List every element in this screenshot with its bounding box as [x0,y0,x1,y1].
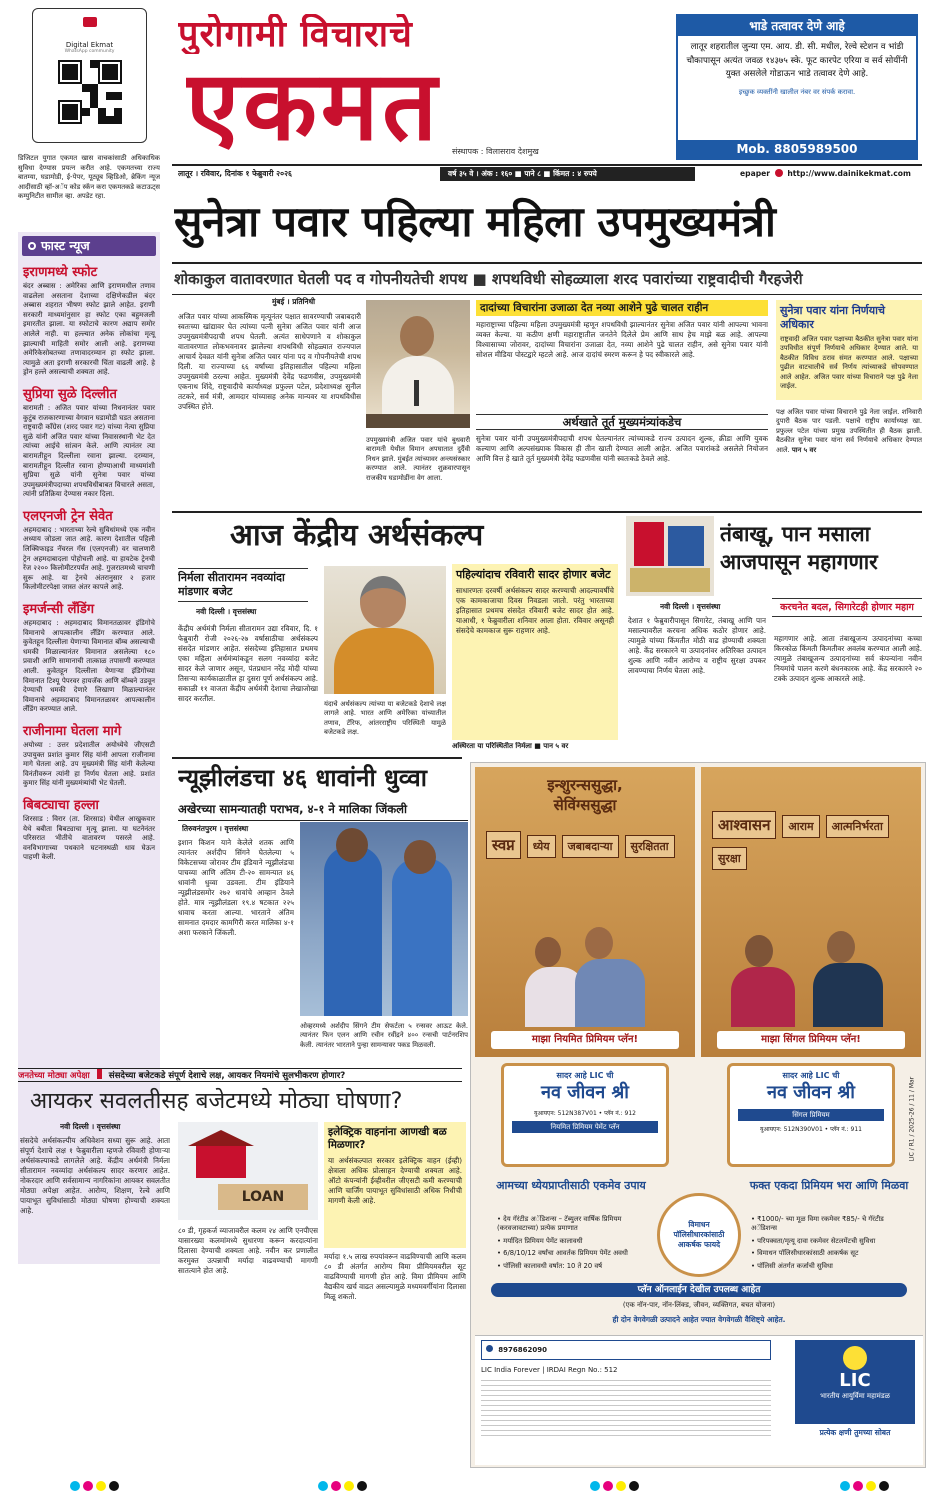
person-head [400,316,434,356]
mid-right-head: फक्त एकदा प्रिमियम भरा आणि मिळवा [749,1179,909,1192]
lic-slogan: प्रत्येक क्षणी तुमच्या सोबत [819,1428,891,1437]
fast-news-head: सुप्रिया सुळे दिल्लीत [23,386,117,402]
color-swatch-group [318,1481,370,1493]
budget-sub: निर्मला सीतारामन नवव्यांदा मांडणार बजेट [178,568,308,602]
fast-news-header [22,236,156,256]
color-swatch [866,1481,876,1491]
budget-headline: आज केंद्रीय अर्थसंकल्प [230,518,484,553]
cricket-caption: ओव्हरमध्ये अर्शदीप सिंगने टीम सेफर्टला ५ रन्सवर आऊट केले. त्यानंतर फिन एलन आणि रचीन रवींद्रने ४०० रन्सची पार्टनरशिप केली. त्यानंतर भारताने पुन्हा सामन्यावर पकड मिळवली. [300,1022,468,1049]
budget-box-body: साधारणतः दरवर्षी अर्थसंकल्प सादर करण्याची आदल्यावर्षीचे एक कामकाजाचा दिवस निवडला जातो. परंतु भारताच्या इतिहासात प्रथमच संसदेत रविवारी बजेट सादर होत आहे. याआधी, १ फेब्रुवारीला शनिवार आला होता. रविवार असूनही संसदेचे कामकाज सुरू राहणार आहे. [456,586,614,635]
masthead-tagline: पुरोगामी विचाराचे [178,14,413,54]
tax-body3: मर्यादा १.५ लाख रुपयांवरून वाढविण्याची आणि कलम ८० डी अंतर्गत आरोग्य विमा प्रीमियमवरील सूट वाढविण्याची मागणी होत आहे. विमा प्रीमियम आणि वैद्यकीय खर्च वाढत असल्यामुळे मध्यमवर्गीयांना दिलासा मिळू शकतो. [324,1252,466,1301]
lead-rule-2 [172,294,922,295]
lic-right-words [709,807,913,874]
fast-news-head: बिबट्याचा हल्ला [23,797,99,813]
color-swatch-group [70,1481,122,1493]
finance-head-box [476,414,768,430]
lic-word: ध्येय [527,835,556,858]
cricket-dateline: तिरुवनंतपुरम । वृत्तसंस्था [182,824,249,833]
desk [366,414,470,428]
lead-photo [366,300,470,428]
lic-point: • परिपक्वता/मृत्यू दावा रकमेवर सेटलमेंटची सुविधा [751,1236,876,1245]
color-swatch-group [590,1481,642,1493]
lead-photo-caption: उपमुख्यमंत्री अजित पवार यांचे बुधवारी बारामती येथील विमान अपघातात दुर्दैवी निधन झाले. मुंबईत त्यांच्यावर अन्त्यसंस्कार करण्यात आले. त्यानंतर शुक्रवारपासून राजकीय घडामोडींना वेग आला. [366,436,470,482]
plan-logo-regular [501,1063,669,1167]
cricket-body: इशान किशन याने केलेले शतक आणि त्यानंतर अर्शदीप सिंगने घेतलेल्या ५ विकेटसच्या जोरावर टीम इंडियाने न्यूझीलंडचा पाचव्या आणि अंतिम टी-२० सामन्यात ४६ धावांनी धुव्वा उडवला. टीम इंडियाने न्यूझीलंडसमोर २७२ धावांचे आव्हान ठेवले होते. मात्र न्यूझीलंडला १९.४ षटकात २२५ धावाच करता आल्या. भारताने अंतिम सामनात दमदार कामगिरी करत मालिका ४-१ अशा फरकाने जिंकली. [178,838,294,937]
budget-bottom-rule [172,757,462,759]
lic-word: आराम [782,815,819,838]
fast-news-body: अहमदाबाद : अहमदाबाद विमानतळावर इंडिगोचे विमानाचे आपत्कालीन लँडिंग करण्यात आले. कुवेतहून दिल्लीला येणाऱ्या विमानात बॉम्ब असल्याची धमकी मिळाल्यानंतर विमानात असलेल्या १८० प्रवाशी आणि सामानाची तात्काळ तपासणी करण्यात आली. कुवेतहून दिल्लीला येणाऱ्या इंडिगोच्या विमानात टिश्यू पेपरवर हायजॅक आणि बॉम्बने उडवून देण्याची धमकी देणारे लिखाण मिळाल्यानंतर विमानाचे अहमदाबाद विमानतळावर आपत्कालीन लँडिंग करण्यात आले. [23,619,155,714]
player-left-head [336,828,368,862]
plan-type: सिंगल प्रिमियम [738,1109,884,1121]
tobacco-headline: तंबाखू, पान मसाला आजपासून महागणार [720,522,878,574]
lic-lamp-icon [843,1346,867,1370]
lic-word: सुरक्षितता [625,835,675,858]
lic-left-title2: सेविंग्ससुद्धा [553,796,617,814]
strip [18,1068,462,1082]
ev-box [324,1122,466,1248]
tax-dateline: नवी दिल्ली । वृत्तसंस्था [60,1122,121,1131]
strip-label: जनतेच्या मोठ्या अपेक्षा [18,1071,90,1081]
lic-point: • देय गॅरंटीड अॅडिशन्स – टॅब्युलर वार्षिक प्रिमियम (करवजावटाच्या) प्रत्येक प्रमाणात [497,1215,622,1233]
online-banner [491,1283,907,1297]
lic-left-panel [475,767,695,1057]
fast-news-head: इराणमध्ये स्फोट [23,265,98,280]
lic-footer [475,1335,923,1465]
qr-sub: WhatsApp community [64,49,115,54]
whatsapp-icon [83,17,97,27]
plan-pre: सादर आहे LIC ची [556,1071,614,1080]
lead-callout-body: महाराष्ट्राच्या पहिल्या महिला उपमुख्यमंत्री म्हणून शपथविधी झाल्यानंतर सुनेत्रा अजित पवार यांनी आपल्या भावना व्यक्त केल्या. या कठीण क्षणी महाराष्ट्रातील जनतेने दिलेले प्रेम आणि साथ हेच माझे बळ आहे. आपल्या विश्वासाच्या जोरावर, दादांच्या विचारांना उजाळा देत, नव्या आशेने पुढे चालत राहीन, असे सुनेत्रा पवार यांनी सोशल मीडिया पोस्टद्वारे म्हटले आहे. आज दादांचं स्मरण करून हे पद स्वीकारले आहे. [476,320,768,359]
online-sub: (एक नॉन-पार, नॉन-लिंक्ड, जीवन, व्यक्तिगत, बचत योजना) [622,1301,776,1309]
person-head [535,937,561,967]
fast-news-body: अयोध्या : उत्तर प्रदेशातील अयोध्येचे जीएसटी उपायुक्त प्रशांत कुमार सिंह यांनी आपला राजीनामा मागे घेतला आहे. उप मुख्यमंत्री सिंह यांनी केलेल्या विनंतीवरून त्यांनी हा निर्णय घेतला आहे. प्रशांत कुमार सिंह यांनी मुख्यमंत्र्यांची भेट घेतली. [23,740,155,788]
lead-side-continued: पक्ष अजित पवार यांच्या विचाराने पुढे नेला जाईल. शनिवारी दुपारी बैठक पार पडली. पक्षाचे राष्ट्रीय कार्याध्यक्ष खा. प्रफुल्ल पटेल यांच्या प्रमुख उपस्थितीत ही बैठक झाली. बैठकीत सुनेत्रा पवार यांना सर्व निर्णयाचे अधिकार देण्यात आले. पान ५ वर [776,408,922,454]
lead-subhead: शोकाकुल वातावरणात घेतली पद व गोपनीयतेची शपथ ■ शपथविधी सोहळ्याला शरद पवारांच्या राष्ट्रवादीची गैरहजेरी [174,270,803,288]
budget-dateline: नवी दिल्ली । वृत्तसंस्था [196,607,257,616]
finance-body: सुनेत्रा पवार यांनी उपमुख्यमंत्रीपदाची शपथ घेतल्यानंतर त्यांच्याकडे राज्य उत्पादन शुल्क, क्रीडा आणि युवक कल्याण आणि अल्पसंख्याक विकास ही तीन खाती देण्यात आली आहेत. अजित पवारांकडे असलेले नियोजन आणि वित्त हे खाते तूर्त मुख्यमंत्री देवेंद्र फडणवीस यांनी स्वतःकडे ठेवले आहे. [476,434,768,463]
budget-photo [324,566,446,694]
lic-word: आत्मनिर्भरता [826,815,889,838]
lic-word: जबाबदाऱ्या [562,835,619,858]
fast-news-body: बारामती : अजित पवार यांच्या निधनानंतर पवार कुटुंब राजकारणाच्या वेगवान घडामोडी घडत असताना राष्ट्रवादी काँग्रेस (शरद पवार गट) यांच्या नेत्या सुप्रिया सुळे यांनी अजित पवार यांच्या निवासस्थानी भेट देत त्यांच्या आईचे सांत्वन केले. आणि त्यानंतर त्या बारामतीहून दिल्लीला रवाना झाल्या. दरम्यान, बारामतीहून दिल्लीत रवाना होण्याआधी माध्यमांशी सुप्रिया सुळे यांनी सुनेत्रा पवार यांच्या उपमुख्यमंत्रीपदाच्या शपथविधीबाबत विचारले असता, त्यांनी प्रतिक्रिया देण्यास नकार दिला. [23,403,155,499]
cricket-rule [178,820,468,821]
lic-word: आश्वासन [712,811,776,839]
cigarette-pack [634,522,664,566]
fast-news-head: इमर्जन्सी लँडिंग [23,602,95,618]
person-head [360,576,406,628]
epaper-url: http://www.dainikekmat.com [787,169,911,178]
combo-note: ही दोन वेगवेगळी उत्पादने आहेत ज्यात वेगवेगळी वैशिष्ट्ये आहेत. [612,1315,786,1324]
color-swatch [344,1481,354,1491]
color-swatch [629,1481,639,1491]
color-swatch [318,1481,328,1491]
contact-strip [481,1340,771,1360]
qr-code-icon [58,60,122,124]
player-right [392,858,452,1016]
lic-left-points [497,1215,647,1274]
plan-name: नव जीवन श्री [541,1082,629,1103]
tax-photo [178,1122,318,1220]
rent-ad-contact: इच्छुक व्यक्तींनी खालील नंबर वर संपर्क करावा. [738,87,856,96]
color-swatch [840,1481,850,1491]
plan-uin: युआयएन: 512N387V01 • प्लॅन नं.: 912 [533,1110,637,1117]
lic-point: • विमाधन पॉलिसीधारकांसाठी आकर्षक सूट [751,1249,859,1258]
lic-word: सुरक्षा [712,847,747,870]
strip-divider [97,1069,102,1079]
tobacco-body: देशात १ फेब्रुवारीपासून सिगारेट, तंबाखू आणि पान मसाल्यावरील करचना अधिक कठोर होणार आहे. त्यामुळे यांच्या किंमतीत मोठी वाढ होण्याची शक्यता आहे. केंद्र सरकारने या उत्पादनांवर अतिरिक्त उत्पादन शुल्क आणि नवीन आरोग्य व राष्ट्रीय सुरक्षा उपकर लावण्याचा निर्णय घेतला आहे. [628,616,766,675]
bullet-icon [28,242,36,250]
color-swatch [590,1481,600,1491]
fast-news-title: फास्ट न्यूज [41,238,90,253]
phone-icon [486,1345,493,1352]
lead-side-head: सुनेत्रा पवार यांना निर्णयाचे अधिकार [780,304,885,331]
cricket-photo [300,822,468,1016]
tax-headline: आयकर सवलतीसह बजेटमध्ये मोठ्या घोषणा? [30,1088,403,1114]
color-swatch [70,1481,80,1491]
person-body [731,967,795,1027]
budget-box [452,564,618,740]
lic-logo [795,1340,915,1424]
lead-bottom-rule [172,511,922,513]
lead-headline: सुनेत्रा पवार पहिल्या महिला उपमुख्यमंत्री [174,197,776,246]
lic-ad [470,762,926,1468]
epaper-label: epaper [740,169,771,178]
lead-callout-title: दादांच्या विचारांना उजाळा देत नव्या आशेने पुढे चालत राहीन [476,300,768,316]
qr-box [18,8,160,226]
finance-head: अर्थखाते तूर्त मुख्यमंत्र्यांकडेच [562,415,682,429]
tobacco-dateline: नवी दिल्ली । वृत्तसंस्था [660,602,721,611]
rent-ad-body: लातूर शहरातील जुन्या एम. आय. डी. सी. मधील, रेल्वे स्टेशन व भांडी चौकापासून अत्यंत जवळ १४३७५ स्के. फूट कारपेट एरिया व सर्व सोयींनी युक्त असलेले गोडाऊन भाडे तत्वावर देणे आहे. [686,42,908,80]
qr-title: Digital Ekmat [65,41,114,49]
tax-body2: ८० डी, गृहकर्ज व्याजावरील कलम २४ आणि एनपीएस यासारख्या कलमांमध्ये सुधारणा करून करदात्यांना दिलासा देण्याची शक्यता आहे. नवीन कर प्रणालीत करमुक्त उत्पन्नाची मर्यादा वाढवण्याची मागणी सातत्याने होत आहे. [178,1226,318,1275]
globe-icon [775,169,783,177]
microphone-icon [414,380,419,406]
founder-line: संस्थापक : विलासराव देशमुख [452,147,539,156]
lic-right-points [751,1215,911,1274]
fast-news-head: राजीनामा घेतला मागे [23,723,122,739]
fast-news-body: बंदर अब्बास : अमेरिका आणि इराणमधील तणाव वाढलेला असताना देशाच्या दक्षिणेकडील बंदर अब्बास शहरात भीषण स्फोट झाले आहेत. इराणी सरकारी माध्यमांनुसार हा स्फोट एका बहुमजली इमारतीत झाला. या स्फोटाचे कारण अद्याप समोर आलेले नाही. या हल्ल्यात अनेक लोकांचा मृत्यू झाल्याची माहिती समोर आली आहे. इराणच्या अमेरिकेसोबतच्या तणावादरम्यान हा स्फोट झाला. त्यामुळे अता इराणी सरकारची चिंता वाढली आहे. हे ड्रोन हल्ले असल्याची शक्यता आहे. [23,282,155,377]
strip-text: संसदेच्या बजेटकडे संपूर्ण देशाचे लक्ष, आयकर नियमांचे सुलभीकरण होणार? [108,1071,346,1081]
tobacco-body2: महागणार आहे. आता तंबाखूजन्य उत्पादनांच्या कच्चा किरकोळ किंमती किमतीवर अवलंब करण्यात आली आहे. त्यामुळे तंबाखूजन्य उत्पादनांच्या सर्व कंपन्यांना नवीन नियमांचे पालन करणे बंधनकारक आहे. केंद्र सरकारने २० टक्के उत्पादन शुल्क आकारले आहे. [774,634,922,683]
lic-left-tag: माझा नियमित प्रिमियम प्लॅन! [491,1031,679,1049]
budget-body: केंद्रीय अर्थमंत्री निर्मला सीतारामन उद्या रविवार, दि. १ फेब्रुवारी रोजी २०२६-२७ वर्षासाठीचा अर्थसंकल्प संसदेत मांडणार आहेत. संसदेच्या इतिहासात प्रथमच एका महिला अर्थमंत्र्यांकडून सलग नवव्यांदा बजेट सादर केले जाणार असून, पंतप्रधान नरेंद्र मोदी यांच्या तिसऱ्या कार्यकाळातील हा दुसरा पूर्ण अर्थसंकल्प आहे. सकाळी ११ वाजता केंद्रीय अर्थमंत्री देशाचा लेखाजोखा सादर करतील. [178,624,318,703]
lic-left-title1: इन्शुरन्ससुद्धा, [547,776,623,794]
fast-news-body: अहमदाबाद : भारताच्या रेल्वे सुविधांमध्ये एक नवीन अध्याय जोडला जात आहे. कारण देशातील पहिली लिक्विफाइड नॅचरल गॅस (एलएनजी) वर चालणारी ट्रेन अहमदाबादला पोहोचली आहे. या हायटेक ट्रेनची रेंज २२०० किलोमीटरपर्यंत आहे. गुजरातमध्ये चाचणी सुरू आहे. या ट्रेनचे अंतरानुसार २ हजार किलोमीटरपेक्षा जास्त अंतर कापले आहे. [23,525,155,592]
plan-name: नव जीवन श्री [767,1082,855,1103]
person-head [745,935,773,967]
qr-text: डिजिटल युगात एकमत खास वाचकांसाठी अधिकाधिक सुविधा देण्यास प्रयत्न करीत आहे. एकमतच्या राज्य बातम्या, घडामोडी, ई-पेपर, यूट्यूब व्हिडिओ, ब्रेकिंग न्यूज आदींसाठी व्हॉ-अॅप कोड स्कॅन करा एकमतकडे कटाऊट्स कम्युनिटीत सामील व्हा. अपडेट रहा. [18,154,160,201]
color-swatch [603,1481,613,1491]
person-body [575,959,645,1027]
plan-uin: युआयएन: 512N390V01 • प्लॅन नं.: 911 [759,1126,863,1133]
color-swatch [109,1481,119,1491]
lic-left-words [483,827,687,863]
cricket-headline: न्यूझीलंडचा ४६ धावांनी धुव्वा [178,764,427,792]
loan-blocks: LOAN [218,1184,308,1210]
lic-brand: LIC [839,1370,871,1391]
epaper-link[interactable] [740,169,922,178]
registration-marks [0,1478,945,1494]
player-right-head [404,840,436,874]
cigarette-pack [668,526,704,566]
lead-side-body: राष्ट्रवादी अजित पवार पक्षाच्या बैठकीत सुनेत्रा पवार यांना उपविधीत संपूर्ण निर्णयाचे अधिकार देण्यात आले. या बैठकीत विविध ठराव संमत करण्यात आले. पक्षाच्या पुढील वाटचालीचे सर्व निर्णय त्यांच्याकडे सोपवण्यात आले आहेत. अजित पवार यांच्या विचाराने पक्ष पुढे नेला जाईल. [780,335,918,391]
tobacco-photo [626,516,714,596]
lic-right-panel [701,767,921,1057]
lead-cont: पान ५ वर [791,445,817,454]
lead-dateline: मुंबई । प्रतिनिधी [272,297,316,306]
fast-news-head: एलएनजी ट्रेन सेवेत [23,508,113,524]
budget-cont: अस्थिरता या परिस्थितीत निर्मला ■ पान ५ वर [452,742,569,750]
center-badge-text: विमाधन पॉलिसीधारकांसाठी आकर्षक फायदे [673,1220,725,1249]
plan-pre: सादर आहे LIC ची [782,1071,840,1080]
color-swatch [83,1481,93,1491]
color-swatch [357,1481,367,1491]
lic-point: • पॉलिसी अंतर्गत कर्जाची सुविधा [751,1261,833,1270]
lic-point: • पॉलिसी कालावधी वर्षात: 10 ते 20 वर्ष [497,1261,603,1270]
person-body [813,963,883,1027]
lic-fineprint [481,1380,771,1440]
budget-caption: यंदाचे अर्थसंकल्प त्यांच्या या बजेटकडे देशाचे लक्ष लागले आहे. भारत आणि अमेरिका यांच्यातील तणाव, टॅरिफ, आंतरराष्ट्रीय परिस्थिती यामुळे बजेटकडे लक्ष. [324,700,446,737]
color-swatch-group [840,1481,892,1493]
lic-point: • मर्यादित प्रिमियम पेमेंट कालावधी [497,1236,583,1245]
family-photo [525,927,675,1027]
dateline: लातूर । रविवार, दिनांक १ फेब्रुवारी २०२६ [178,169,292,178]
color-swatch [853,1481,863,1491]
mid-left-head: आमच्या ध्येयप्राप्तीसाठी एकमेव उपाय [496,1179,646,1192]
plan-logo-single [727,1063,895,1167]
tobacco-sub: करचनेत बदल, सिगारेटही होणार महाग [772,598,922,617]
color-swatch [96,1481,106,1491]
fast-news-body: शिरसाड : विरार (ता. शिरसाड) येथील आखुकवार येथे बबीता बिबट्याचा मृत्यू झाला. या घटनेनंतर परिसरात भीतीचे वातावरण पसरले आहे. वनविभागाच्या पथकाने घटनास्थळी धाव घेऊन पाहणी केली. [23,814,155,862]
person-body [334,628,434,694]
online-text: प्लॅन ऑनलाईन देखील उपलब्ध आहेत [637,1285,761,1295]
lic-point: • 6/8/10/12 वर्षांचा आवर्तक प्रिमियम पेमेंट अवधी [497,1249,628,1258]
lead-body: अजित पवार यांच्या आकस्मिक मृत्यूनंतर पक्षात सावरण्याची जबाबदारी स्वतःच्या खांद्यावर घेत त्यांच्या पत्नी सुनेत्रा अजित पवार यांनी आज उपमुख्यमंत्रीपदाची शपथ घेतली. अत्यंत साधेपणाने व शोकाकुल वातावरणात लोकभवनावर झालेल्या शपथविधी सोहळ्यात राज्यपाल आचार्य देवव्रत यांनी सुनेत्रा अजित पवार यांना पद व गोपनीयतेची शपथ दिली. या राज्याच्या ६६ वर्षांच्या इतिहासातील पहिल्या महिला उपमुख्यमंत्री ठरल्या आहेत. मुख्यमंत्री देवेंद्र फडणवीस, उपमुख्यमंत्री एकनाथ शिंदे, राष्ट्रवादीचे कार्याध्यक्ष प्रफुल्ल पटेल, प्रदेशाध्यक्ष सुनील तटकरे, सर्व मंत्री, आमदार यांच्यासह अनेक मान्यवर या शपथविधीस उपस्थित होते. [178,312,361,411]
fast-news-list [23,262,155,863]
tobacco-packets [630,568,710,592]
issue-text: वर्ष ३५ वे । अंक : १६० ■ पाने ८ ■ किंमत : ४ रुपये [448,169,597,178]
masthead-rule [172,164,922,166]
color-swatch [879,1481,889,1491]
color-swatch [616,1481,626,1491]
qr-card [32,8,147,143]
rent-ad-mobile: Mob. 8805989500 [678,140,916,158]
ev-head: इलेक्ट्रिक वाहनांना आणखी बळ मिळणार? [328,1126,447,1151]
color-swatch [331,1481,341,1491]
lic-brand-sub: भारतीय आयुर्विमा महामंडळ [820,1392,890,1400]
lic-code: LIC / R1 / 2025-26 / 11 / Mar [908,1076,916,1162]
issue-info [440,167,695,181]
person-head [585,927,613,959]
rent-ad-title: भाडे तत्वावर देणे आहे [678,16,916,36]
budget-box-head: पहिल्यांदाच रविवारी सादर होणार बजेट [456,568,611,581]
lic-irdai: LIC India Forever | IRDAI Regn No.: 512 [481,1366,618,1374]
couple-photo [731,927,891,1027]
player-left [324,846,382,1016]
house-icon [196,1144,246,1178]
masthead-logo: एकमत [186,52,441,162]
center-badge [657,1193,741,1277]
lic-word: स्वप्न [486,831,521,859]
tax-body: संसदेचे अर्थसंकल्पीय अधिवेशन सध्या सुरू आहे. आता संपूर्ण देशाचे लक्ष १ फेब्रुवारीला म्हणजे रविवारी होणाऱ्या अर्थसंकल्पाकडे लागलेले आहे. केंद्रीय अर्थमंत्री निर्मला सीतारामन नवव्यांदा अर्थसंकल्प सादर करणार आहेत. नोकरदार आणि सर्वसामान्य नागरिकांना आयकर सवलतीत मोठ्या अपेक्षा आहेत. आरोग्य, शिक्षण, रेल्वे आणि पायाभूत सुविधांसाठी मोठ्या घोषणा होण्याची शक्यता आहे. [20,1136,170,1215]
lic-phone: 8976862090 [498,1346,547,1354]
house-roof [188,1130,254,1146]
cricket-sub: अखेरच्या सामन्यातही पराभव, ४-१ ने मालिका जिंकली [178,802,408,816]
rent-ad [676,14,918,160]
lic-right-tag: माझा सिंगल प्रिमियम प्लॅन! [717,1031,905,1049]
lead-rule [172,262,922,264]
lead-side-box [776,300,922,400]
lic-point: • ₹1000/- च्या मूळ विमा रकमेवर ₹85/- चे गॅरंटीड अॅडिशन्स [751,1215,884,1233]
plan-type: नियमित प्रिमियम पेमेंट प्लॅन [512,1121,658,1133]
ev-body: या अर्थसंकल्पात सरकार इलेक्ट्रिक वाहन (ईव्ही) क्षेत्राला अधिक प्रोत्साहन देण्याची शक्यता आहे. ऑटो कंपन्यांनी ईव्हीवरील जीएसटी कमी करण्याची आणि चार्जिंग पायाभूत सुविधांसाठी अधिक निधीची मागणी केली आहे. [328,1156,462,1205]
person-head [827,931,855,963]
